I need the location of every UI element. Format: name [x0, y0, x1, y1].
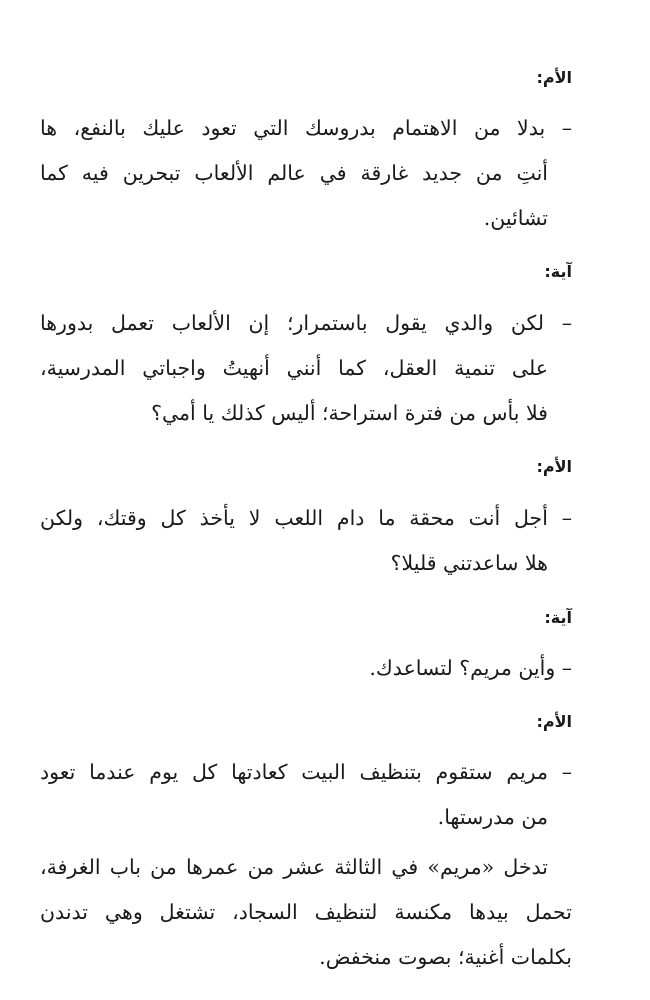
speaker-label: الأم: [536, 712, 572, 731]
dialogue-line: هلا ساعدتني قليلا؟ [390, 551, 548, 575]
speaker-label: الأم: [536, 457, 572, 476]
dialogue-line: من مدرستها. [437, 805, 548, 829]
narration-line: تحمل بيدها مكنسة لتنظيف السجاد، تشتغل وهي تدندن [40, 900, 572, 924]
dialogue-line: تشائين. [483, 206, 548, 230]
dialogue-line: – مريم ستقوم بتنظيف البيت كعادتها كل يوم عندما تعود [40, 760, 572, 784]
speaker-label: آية: [544, 262, 572, 281]
speaker-label: آية: [544, 608, 572, 627]
dialogue-line: – لكن والدي يقول باستمرار؛ إن الألعاب تعمل بدورها [40, 311, 572, 335]
speaker-label: الأم: [536, 68, 572, 87]
dialogue-line: فلا بأس من فترة استراحة؛ أليس كذلك يا أمي؟ [151, 401, 548, 425]
narration-line: بكلمات أغنية؛ بصوت منخفض. [319, 945, 572, 969]
dialogue-line: – بدلا من الاهتمام بدروسك التي تعود عليك بالنفع، ها [40, 116, 572, 140]
dialogue-line: – وأين مريم؟ لتساعدك. [369, 656, 572, 680]
dialogue-line: أنتِ من جديد غارقة في عالم الألعاب تبحرين فيه كما [40, 161, 548, 185]
dialogue-line: على تنمية العقل، كما أنني أنهيتُ واجباتي المدرسية، [40, 356, 548, 380]
dialogue-line: – أجل أنت محقة ما دام اللعب لا يأخذ كل وقتك، ولكن [40, 506, 572, 530]
narration-line: تدخل «مريم» في الثالثة عشر من عمرها من باب الغرفة، [40, 855, 548, 879]
